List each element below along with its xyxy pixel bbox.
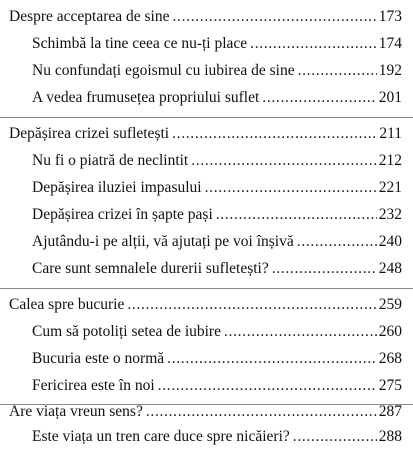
toc-subentry [32, 204, 402, 226]
toc-subentry [32, 231, 402, 253]
page-number: 275 [378, 377, 402, 394]
subentry-title: Cum să potoliți setea de iubire [32, 323, 221, 340]
dot-leader [205, 177, 377, 199]
chapter-title: Calea spre bucurie [9, 296, 125, 313]
toc-subentry [32, 60, 402, 82]
toc-chapter-entry [9, 123, 402, 145]
page-number: 240 [378, 233, 402, 250]
page-number: 248 [378, 260, 402, 277]
page-number: 260 [378, 323, 402, 340]
subentry-title: Schimbă la tine ceea ce nu-ți place [32, 35, 248, 52]
dot-leader [167, 348, 377, 370]
dot-leader [172, 123, 377, 145]
toc-subentry [32, 33, 402, 55]
subentry-title: A vedea frumusețea propriului suflet [32, 89, 260, 106]
subentry-title: Ajutându-i pe alții, vă ajutați pe voi înșivă [32, 233, 294, 250]
dot-leader [293, 426, 377, 448]
toc-subentry [32, 426, 402, 448]
dot-leader [250, 33, 377, 55]
subentry-title: Nu confundați egoismul cu iubirea de sine [32, 62, 295, 79]
subentry-title: Depășirea iluziei impasului [32, 179, 202, 196]
dot-leader [146, 401, 377, 423]
toc-subentry [32, 87, 402, 109]
page-number: 232 [378, 206, 402, 223]
page-number: 174 [378, 35, 402, 52]
toc-chapter-entry [9, 6, 402, 28]
toc-chapter-entry [9, 294, 402, 316]
page-number: 192 [378, 62, 402, 79]
page-number: 173 [378, 8, 402, 25]
section-divider [0, 288, 413, 289]
subentry-title: Este viața un tren care duce spre nicăieri? [32, 428, 290, 445]
toc-subentry [32, 258, 402, 280]
dot-leader [127, 294, 376, 316]
subentry-title: Care sunt semnalele durerii sufletești? [32, 260, 269, 277]
page-number: 201 [378, 89, 402, 106]
toc-subentry [32, 348, 402, 370]
page-number: 221 [378, 179, 402, 196]
subentry-title: Nu fi o piatră de neclintit [32, 152, 189, 169]
chapter-title: Are viața vreun sens? [9, 403, 143, 420]
section-divider [0, 117, 413, 118]
page-number: 212 [378, 152, 402, 169]
subentry-title: Fericirea este în noi [32, 377, 155, 394]
page-number: 211 [379, 125, 402, 142]
chapter-title: Despre acceptarea de sine [9, 8, 170, 25]
subentry-title: Depășirea crizei în șapte pași [32, 206, 213, 223]
dot-leader [297, 231, 377, 253]
toc-subentry [32, 177, 402, 199]
toc-subentry [32, 321, 402, 343]
dot-leader [158, 375, 377, 397]
dot-leader [272, 258, 377, 280]
dot-leader [224, 321, 377, 343]
page-number: 268 [378, 350, 402, 367]
dot-leader [298, 60, 377, 82]
subentry-title: Bucuria este o normă [32, 350, 165, 367]
toc-subentry [32, 375, 402, 397]
dot-leader [262, 87, 376, 109]
dot-leader [191, 150, 377, 172]
dot-leader [173, 6, 377, 28]
toc-subentry [32, 150, 402, 172]
page-number: 287 [378, 403, 402, 420]
page-number: 288 [378, 428, 402, 445]
dot-leader [216, 204, 377, 226]
toc-chapter-entry [9, 401, 402, 423]
chapter-title: Depășirea crizei sufletești [9, 125, 170, 142]
page-number: 259 [378, 296, 402, 313]
